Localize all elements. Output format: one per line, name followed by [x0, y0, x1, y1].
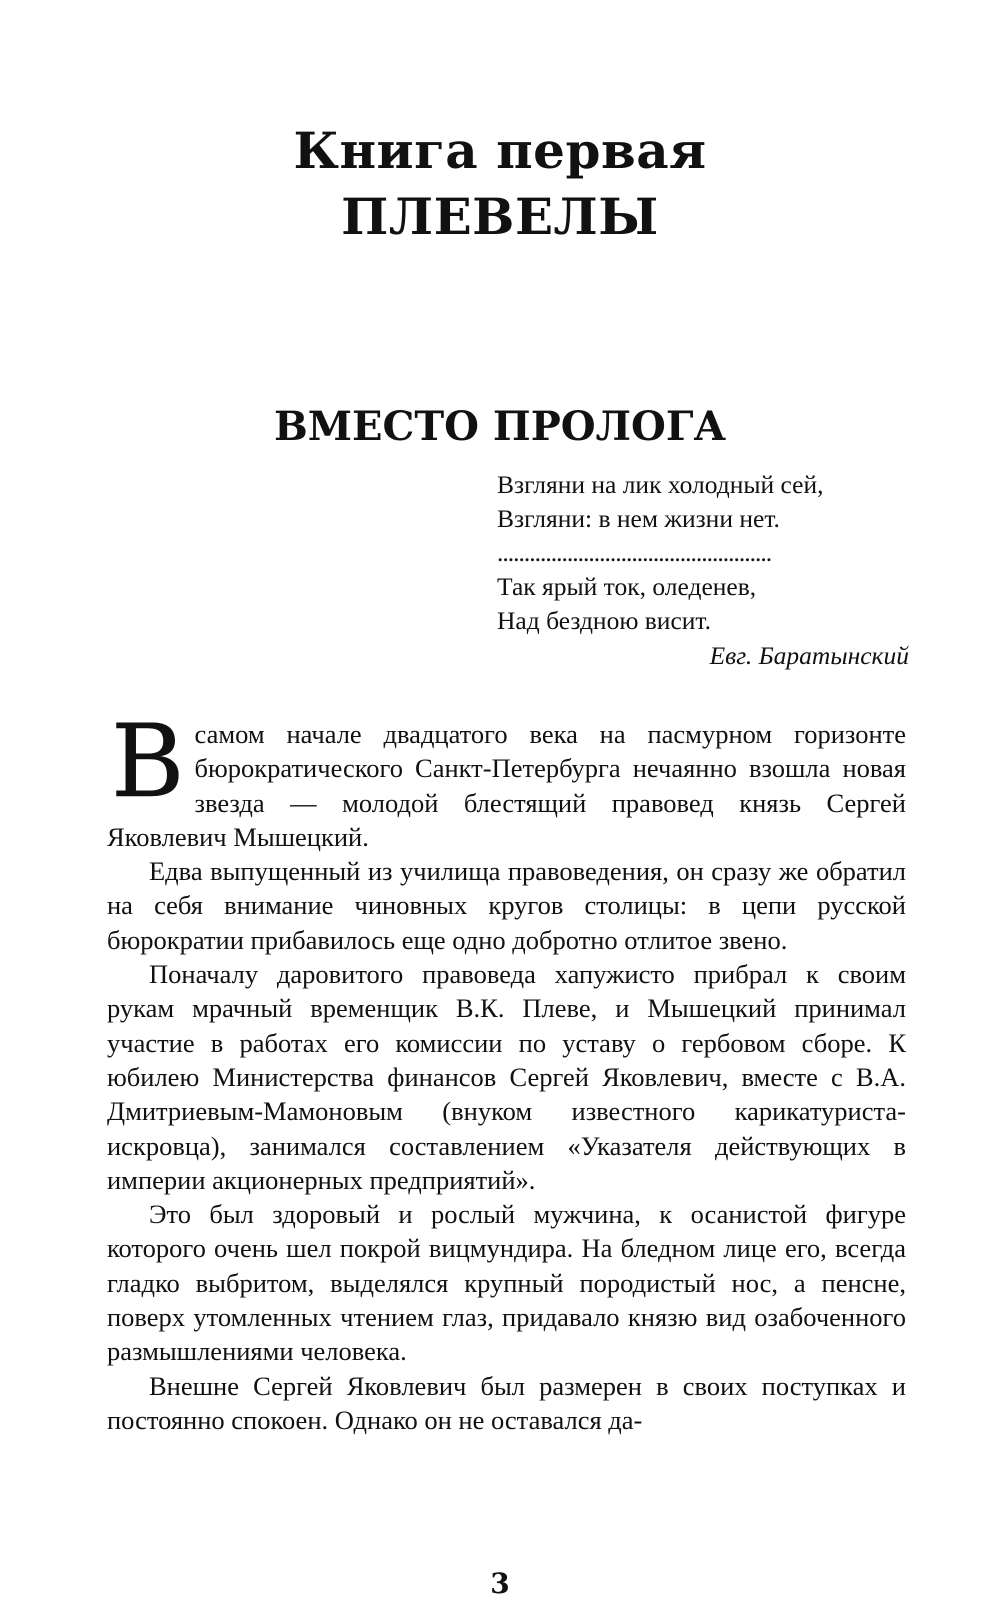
paragraph	[107, 703, 906, 854]
epigraph-line: Взгляни: в нем жизни нет.	[497, 504, 780, 533]
epigraph-line: Над бездною висит.	[497, 606, 712, 635]
body-text	[107, 703, 906, 1437]
book-title-line-1: Книга первая	[293, 121, 707, 180]
paragraph: Поначалу даровитого правоведа хапужисто прибрал к своим рукам мрачный временщик В.К. Плеве, и Мышецкий принимал участие в работах его комиссии по уставу о гербовом сборе. К юбилею Министерства финансов Сергей Яковлевич, вместе с В.А. Дмитриевым-Мамоновым (внуком известного карикатуриста-искровца), занимался составлением «Указателя действующих в империи акционерных предприятий».	[107, 959, 906, 1195]
epigraph	[497, 468, 909, 673]
epigraph-author: Евг. Баратынский	[709, 641, 909, 670]
paragraph: Едва выпущенный из училища правоведения, он сразу же обратил на себя внимание чиновных кругов столицы: в цепи русской бюрократии прибавилось еще одно добротно отлитое звено.	[107, 856, 906, 955]
epigraph-ellipsis-line: ...................................................	[497, 538, 772, 567]
paragraph: Внешне Сергей Яковлевич был размерен в своих поступках и постоянно спокоен. Однако он не оставался да-	[107, 1370, 906, 1435]
paragraph-text: самом начале двадцатого века на пасмурном горизонте бюрократического Санкт-Петербурга нечаянно взошла новая звезда — молодой блестящий правовед князь Сергей Яковлевич Мышецкий.	[107, 719, 906, 852]
epigraph-line: Так ярый ток, оледенев,	[497, 572, 757, 601]
epigraph-line: Взгляни на лик холодный сей,	[497, 470, 824, 499]
book-title	[0, 118, 1000, 250]
book-title-line-2: ПЛЕВЕЛЫ	[341, 187, 659, 246]
section-title: ВМЕСТО ПРОЛОГА	[273, 403, 727, 450]
drop-cap-letter: В	[111, 703, 185, 820]
page-number: 3	[490, 1567, 510, 1600]
paragraph: Это был здоровый и рослый мужчина, к осанистой фигуре которого очень шел покрой вицмундира. На бледном лице его, всегда гладко выбритом, выделялся крупный породистый нос, а пенсне, поверх утомленных чтением глаз, придавало князю вид озабоченного размышлениями человека.	[107, 1199, 906, 1367]
